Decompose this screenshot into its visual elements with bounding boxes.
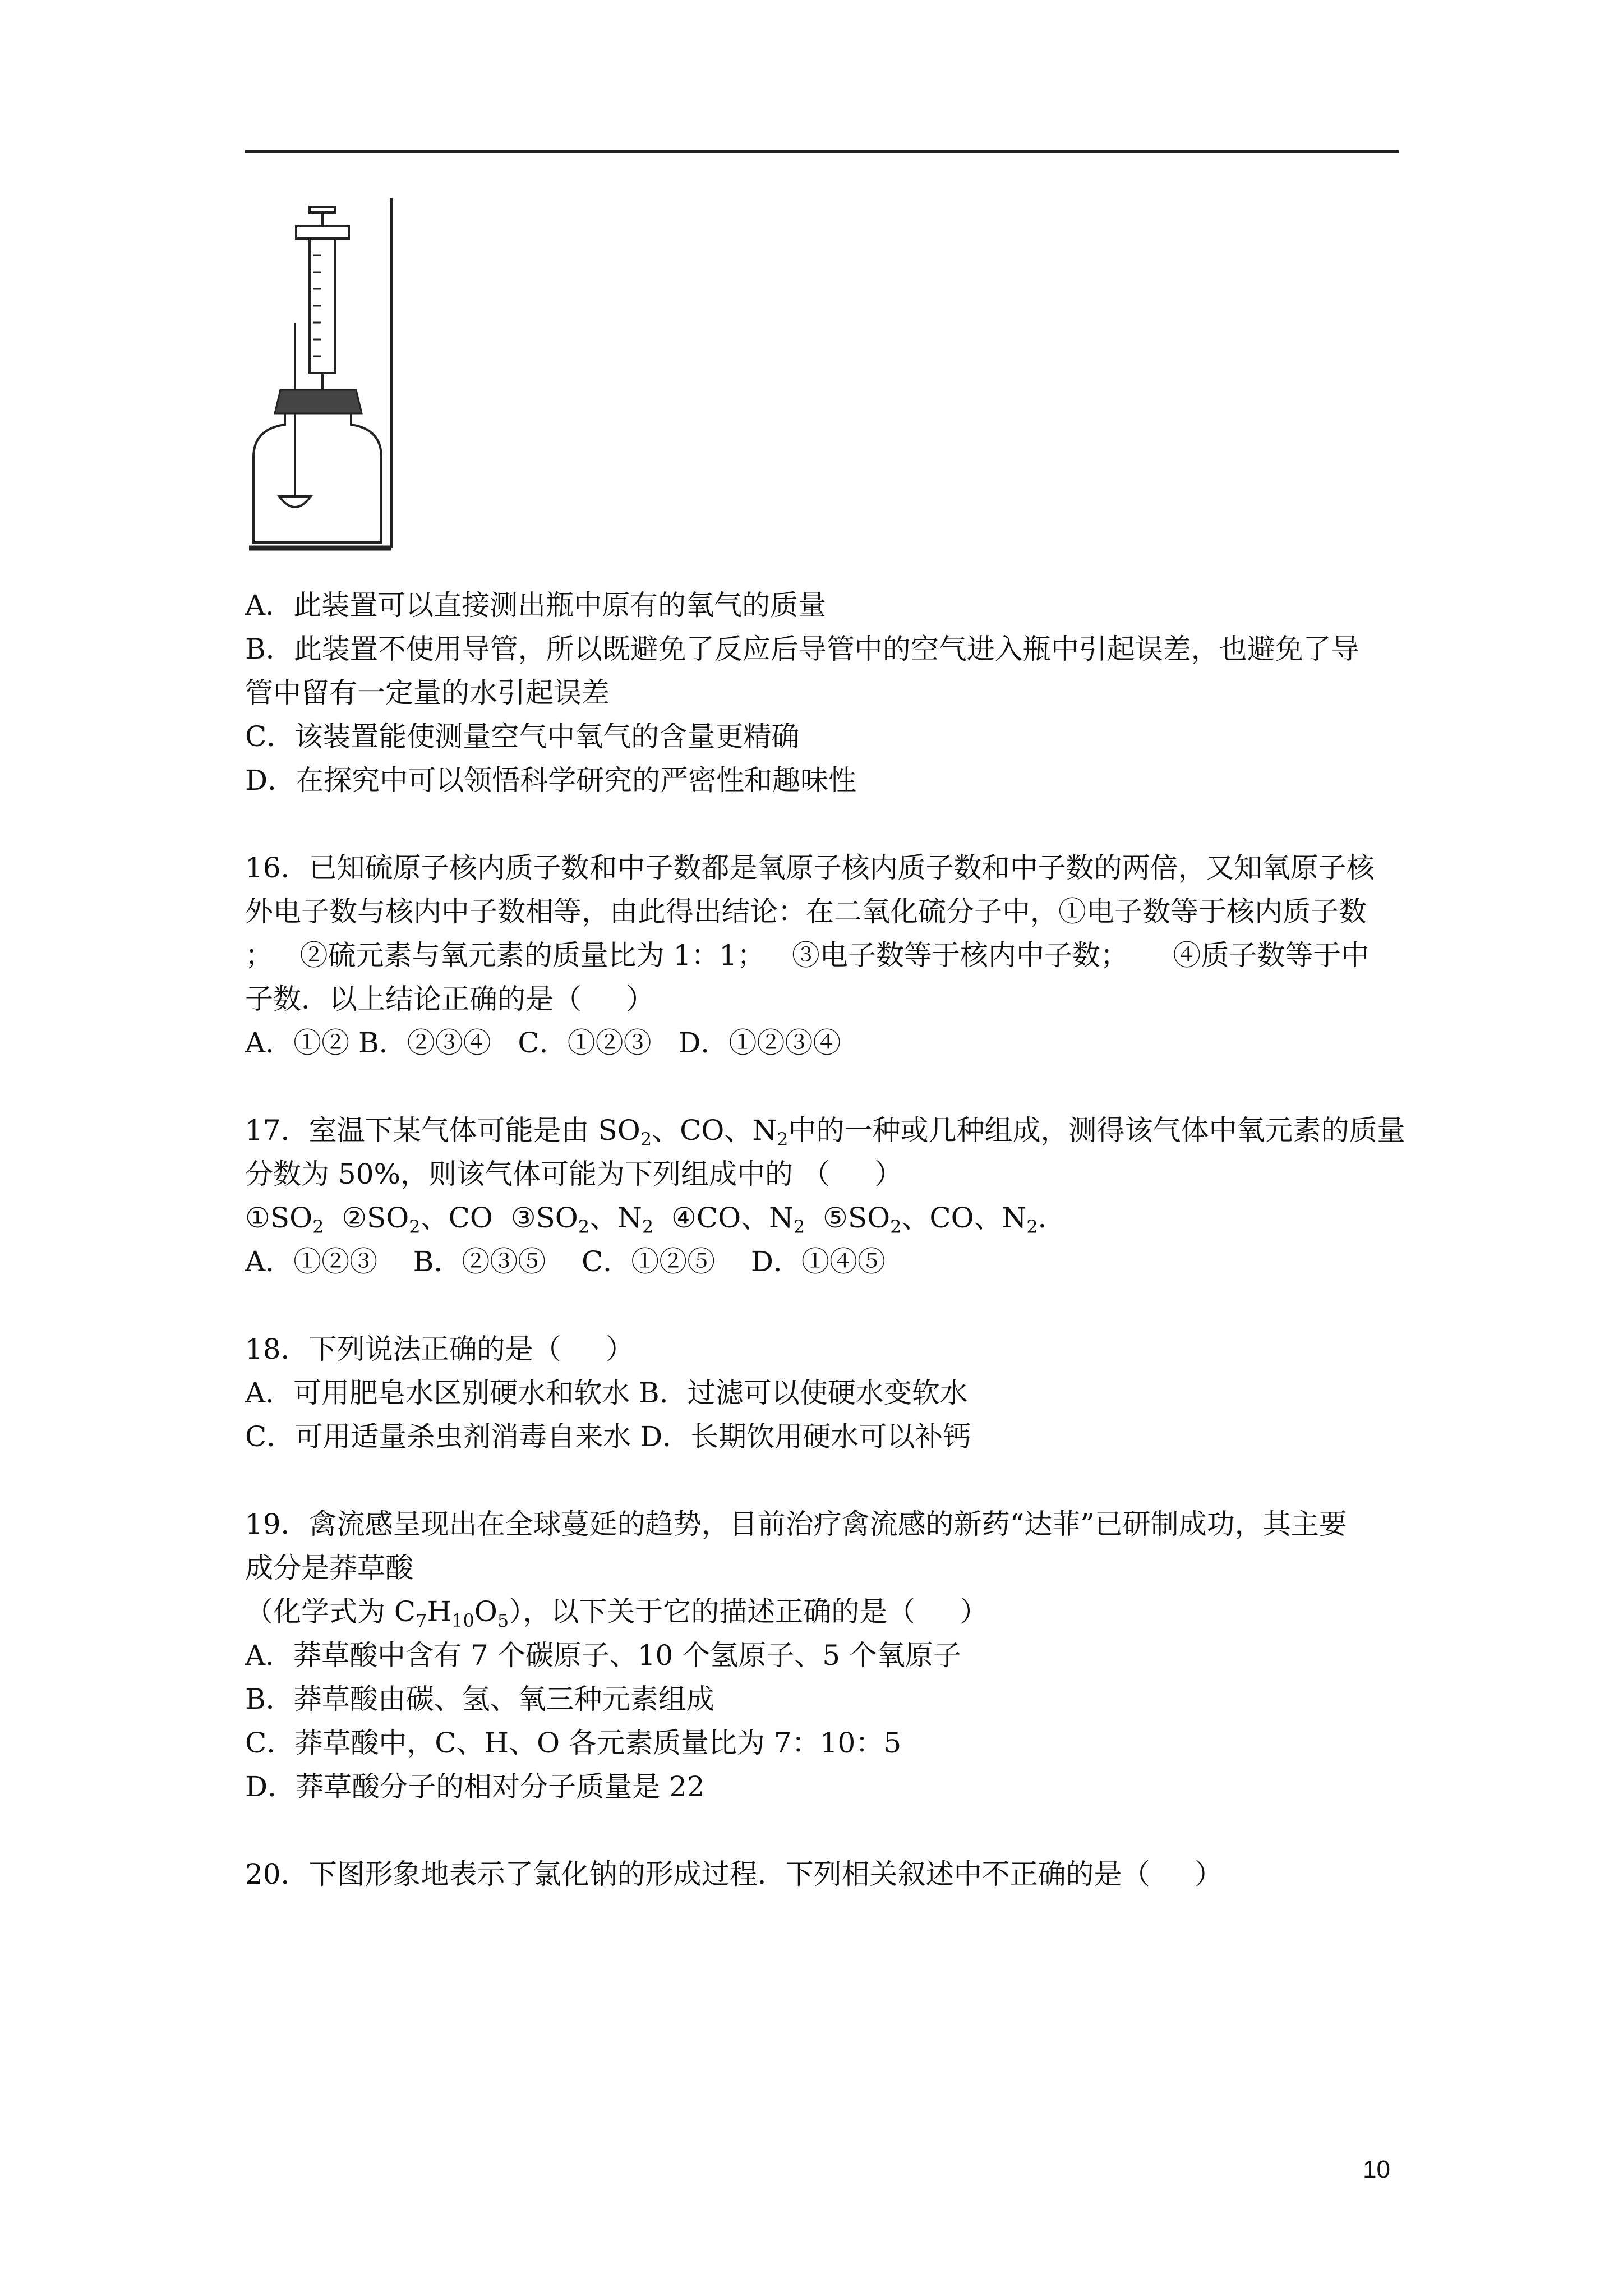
q17-choices: $①SO_2$ $②SO_2$、CO $③SO_2$、$N_2$ ④CO、$N_2$ $⑤SO_2$、CO、$N_2$． [245,1202,1066,1237]
q19-stem-line2: 成分是莽草酸 [245,1552,413,1584]
q19-option-b: B．莽草酸由碳、氢、氧三种元素组成 [245,1683,714,1715]
q15-option-d: D．在探究中可以领悟科学研究的严密性和趣味性 [245,764,857,797]
syringe-bottle-apparatus-figure [241,194,409,558]
q19-option-a: A．莽草酸中含有 7 个碳原子、10 个氢原子、5 个氧原子 [245,1639,961,1672]
header-rule [245,150,1399,153]
q18-options-ab: A．可用肥皂水区别硬水和软水 B．过滤可以使硬水变软水 [245,1377,968,1409]
q16-stem-line4: 子数．以上结论正确的是（ ） [245,983,654,1015]
q15-option-b-line1: B．此装置不使用导管，所以既避免了反应后导管中的空气进入瓶中引起误差，也避免了导 [245,633,1359,665]
q19-stem-line1: 19．禽流感呈现出在全球蔓延的趋势，目前治疗禽流感的新药“达菲”已研制成功，其主要 [245,1508,1347,1540]
q18-options-cd: C．可用适量杀虫剂消毒自来水 D．长期饮用硬水可以补钙 [245,1420,971,1453]
q19-stem-line3: （化学式为 $C_7H_{10}O_5$），以下关于它的描述正确的是（ ） [245,1595,988,1631]
q19-option-c: C．莽草酸中，C、H、O 各元素质量比为 7：10：5 [245,1727,902,1759]
q18-stem: 18．下列说法正确的是（ ） [245,1333,634,1365]
q16-options: A．①② B．②③④ C．①②③ D．①②③④ [245,1027,841,1059]
exam-text [245,583,1405,1896]
page-number: 10 [1363,2156,1390,2183]
q15-option-a: A．此装置可以直接测出瓶中原有的氧气的质量 [245,589,827,622]
q17-stem-line1: 17．室温下某气体可能是由 $SO_2$、CO、$N_2$中的一种或几种组成，测得该气体中氧元素的质量 [245,1114,1405,1150]
q19-option-d: D．莽草酸分子的相对分子质量是 22 [245,1770,705,1803]
q15-option-b-line2: 管中留有一定量的水引起误差 [245,677,610,709]
q17-stem-line2: 分数为 50%，则该气体可能为下列组成中的 （ ） [245,1158,903,1190]
q20-stem: 20．下图形象地表示了氯化钠的形成过程．下列相关叙述中不正确的是（ ） [245,1858,1223,1890]
q16-stem-line2: 外电子数与核内中子数相等，由此得出结论：在二氧化硫分子中，①电子数等于核内质子数 [245,895,1367,928]
q17-options: A．①②③ B．②③⑤ C．①②⑤ D．①④⑤ [245,1245,886,1278]
q16-stem-line3: ； ②硫元素与氧元素的质量比为 1：1； ③电子数等于核内中子数； ④质子数等于中 [245,939,1370,972]
q16-stem-line1: 16．已知硫原子核内质子数和中子数都是氧原子核内质子数和中子数的两倍，又知氧原子核 [245,852,1375,884]
q15-option-c: C．该装置能使测量空气中氧气的含量更精确 [245,720,800,753]
